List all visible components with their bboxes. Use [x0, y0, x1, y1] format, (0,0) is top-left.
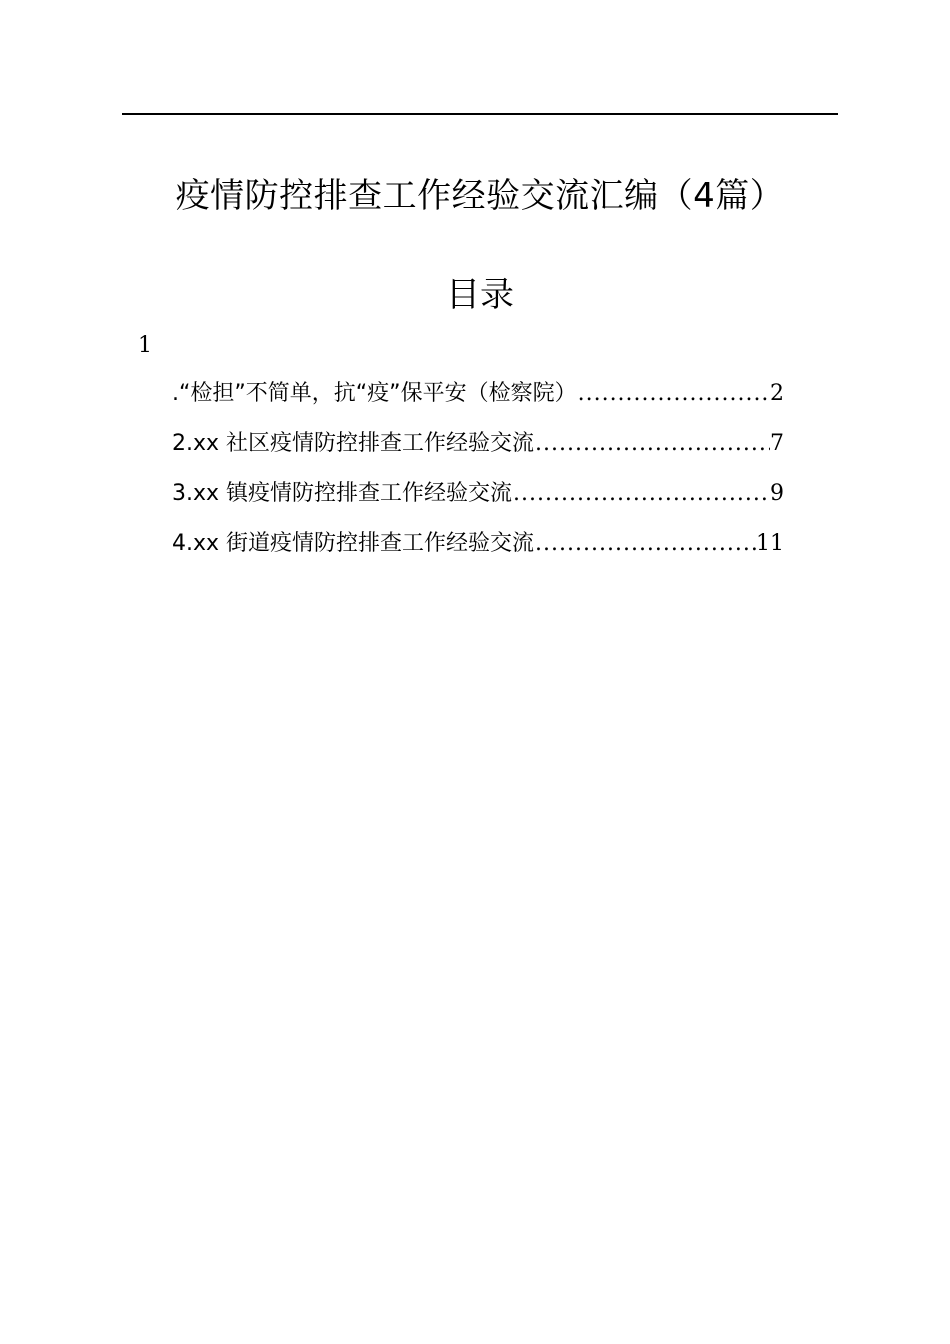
toc-page-number: 2: [770, 381, 784, 406]
toc-entry-title: .“检担”不简单，抗“疫”保平安（检察院）: [172, 381, 577, 406]
toc-entry-4[interactable]: [172, 524, 784, 574]
toc-dot-leader: [534, 524, 756, 564]
toc-page-number: 7: [770, 431, 784, 456]
toc-page-number: 11: [756, 531, 784, 556]
document-title: 疫情防控排查工作经验交流汇编（4篇）: [175, 176, 785, 216]
toc-entry-1[interactable]: [172, 374, 784, 424]
table-of-contents: [172, 374, 784, 574]
header-rule: [122, 113, 838, 115]
toc-item-number: 1: [138, 333, 152, 358]
toc-entry-title: 3.xx 镇疫情防控排查工作经验交流: [172, 481, 513, 506]
toc-entry-title: 4.xx 街道疫情防控排查工作经验交流: [172, 531, 535, 556]
toc-dot-leader: [512, 474, 770, 514]
toc-dot-leader: [577, 374, 770, 414]
toc-page-number: 9: [770, 481, 784, 506]
toc-dot-leader: [534, 424, 770, 464]
toc-entry-title: 2.xx 社区疫情防控排查工作经验交流: [172, 431, 535, 456]
toc-entry-3[interactable]: [172, 474, 784, 524]
toc-entry-2[interactable]: [172, 424, 784, 474]
toc-heading: 目录: [446, 275, 514, 315]
